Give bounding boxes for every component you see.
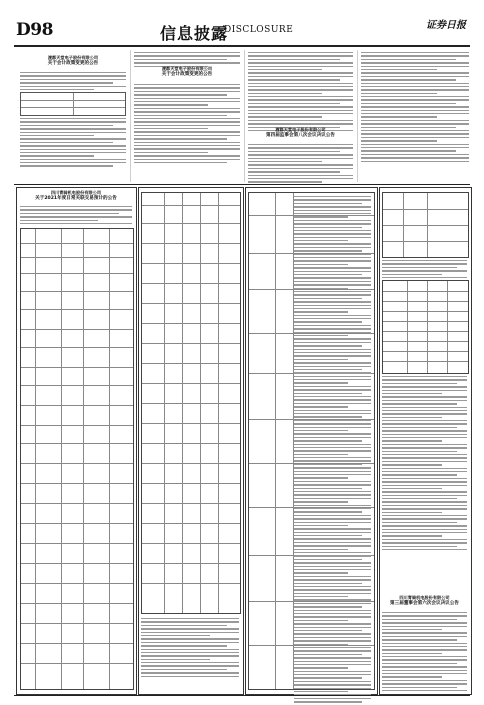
notice-title: 第四届监事会第八次会议决议公告 — [266, 132, 335, 138]
section-title: 信息披露 — [160, 24, 229, 43]
notice-company: 四川青骑机电股份有限公司 — [50, 190, 102, 195]
column-divider — [130, 50, 131, 182]
body-text — [248, 52, 353, 133]
notice-title: 关于2021年度日常关联交易预计的公告 — [35, 195, 117, 201]
page-number: D98 — [16, 20, 53, 40]
notice-company: 渡都天堂电子股份有限公司 — [47, 55, 99, 60]
masthead-rule — [14, 45, 470, 47]
masthead — [14, 14, 470, 44]
newspaper-logo: 证券日报 — [426, 20, 466, 31]
notice-company: 渡都天堂电子股份有限公司 — [161, 66, 213, 71]
column-divider — [244, 50, 245, 182]
body-text — [382, 612, 467, 693]
body-text — [382, 260, 467, 280]
body-text — [294, 196, 371, 705]
related-transaction-table — [20, 228, 134, 690]
body-text — [382, 376, 467, 552]
body-text — [248, 144, 353, 185]
data-table — [20, 92, 126, 116]
summary-table — [382, 192, 469, 258]
related-transaction-table-cont — [141, 192, 241, 614]
notice-title: 关于会计政策变更的公告 — [161, 71, 213, 77]
footer-rule — [14, 695, 470, 696]
transaction-amount-table — [382, 280, 469, 374]
notice-title: 第三届董事会第六次会议决议公告 — [390, 600, 459, 606]
body-text — [20, 72, 126, 92]
notice-title: 关于会计政策变更的公告 — [47, 60, 99, 66]
column-divider — [357, 50, 358, 182]
notice-header — [134, 66, 240, 77]
notice-header — [248, 127, 353, 138]
notice-company: 四川青骑机电股份有限公司 — [399, 595, 450, 600]
body-text — [134, 84, 240, 165]
notice-header — [382, 595, 467, 606]
section-title-en: DISCLOSURE — [224, 25, 294, 35]
body-text — [20, 206, 132, 226]
body-text — [141, 618, 239, 679]
body-text — [361, 52, 469, 164]
notice-header — [20, 55, 126, 66]
body-text — [20, 118, 126, 169]
notice-header — [20, 190, 132, 201]
section-rule — [14, 184, 470, 185]
notice-company: 渡都天堂电子股份有限公司 — [275, 127, 326, 132]
